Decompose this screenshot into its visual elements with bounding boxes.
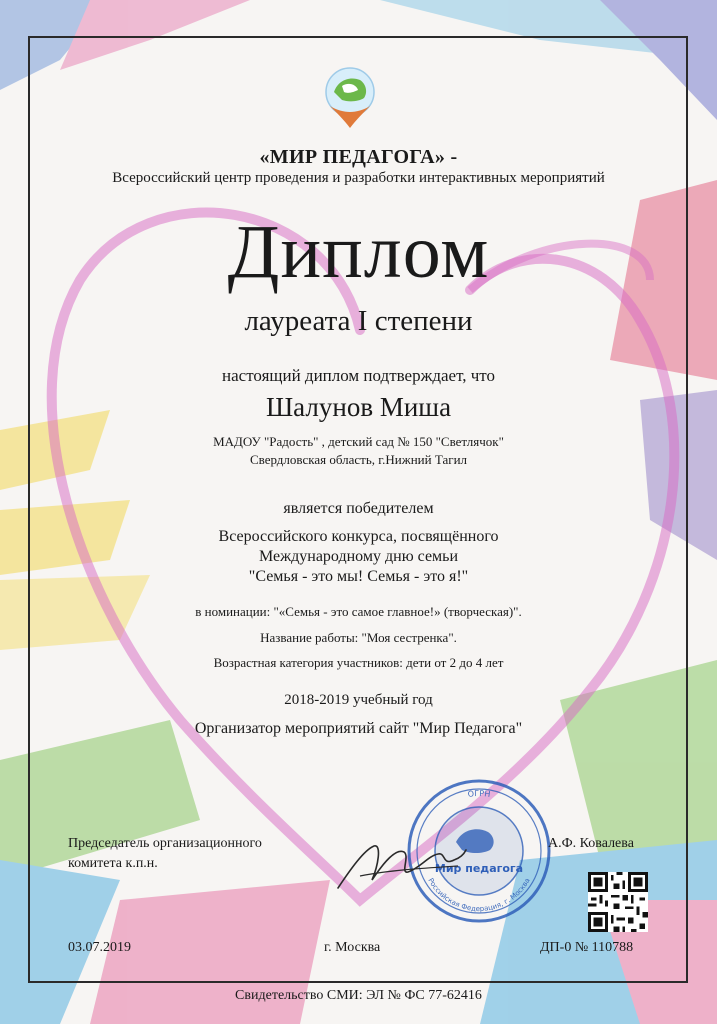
qr-code-icon	[588, 872, 648, 932]
recipient-name: Шалунов Миша	[265, 392, 452, 422]
contest-line-2: Международному дню семьи	[258, 548, 459, 565]
stamp-ring-bottom: Российская Федерация, г. Москва	[426, 876, 532, 914]
institution-name: МАДОУ "Радость" , детский сад № 150 "Светлячок"	[213, 434, 504, 449]
institution-location: Свердловская область, г.Нижний Тагил	[249, 452, 468, 467]
work-title: Название работы: "Моя сестренка".	[260, 630, 457, 645]
winner-text: является победителем	[283, 500, 434, 517]
svg-text:ОГРН	[467, 789, 491, 799]
dove-globe-hands-logo	[320, 66, 380, 132]
media-certificate: Свидетельство СМИ: ЭЛ № ФС 77-62416	[235, 988, 482, 1003]
chair-title-line-1: Председатель организационного	[68, 836, 262, 851]
document-number: ДП-0 № 110788	[540, 940, 634, 955]
contest-title: "Семья - это мы! Семья - это я!"	[248, 568, 469, 585]
chair-title-line-2: комитета к.п.н.	[68, 856, 158, 871]
organization-name: «МИР ПЕДАГОГА» -	[259, 146, 458, 168]
contest-line-1: Всероссийского конкурса, посвящённого	[218, 528, 499, 545]
organizer: Организатор мероприятий сайт "Мир Педагога"	[194, 720, 523, 737]
chair-name: А.Ф. Ковалева	[548, 836, 634, 851]
signature	[330, 830, 470, 900]
diploma-subtitle: лауреата I степени	[244, 305, 473, 337]
nomination: в номинации: "«Семья - это самое главное!» (творческая)".	[195, 604, 522, 619]
age-category: Возрастная категория участников: дети от 2 до 4 лет	[213, 655, 504, 670]
school-year: 2018-2019 учебный год	[284, 692, 433, 708]
issue-city: г. Москва	[324, 940, 381, 955]
diploma-title: Диплом	[227, 210, 490, 294]
stamp-center-text: Мир педагога	[434, 862, 524, 875]
issue-date: 03.07.2019	[68, 940, 131, 955]
confirmation-text: настоящий диплом подтверждает, что	[222, 366, 495, 385]
organization-description: Всероссийский центр проведения и разработки интерактивных мероприятий	[112, 170, 605, 186]
stamp-ring-top: ОГРН	[467, 788, 491, 800]
